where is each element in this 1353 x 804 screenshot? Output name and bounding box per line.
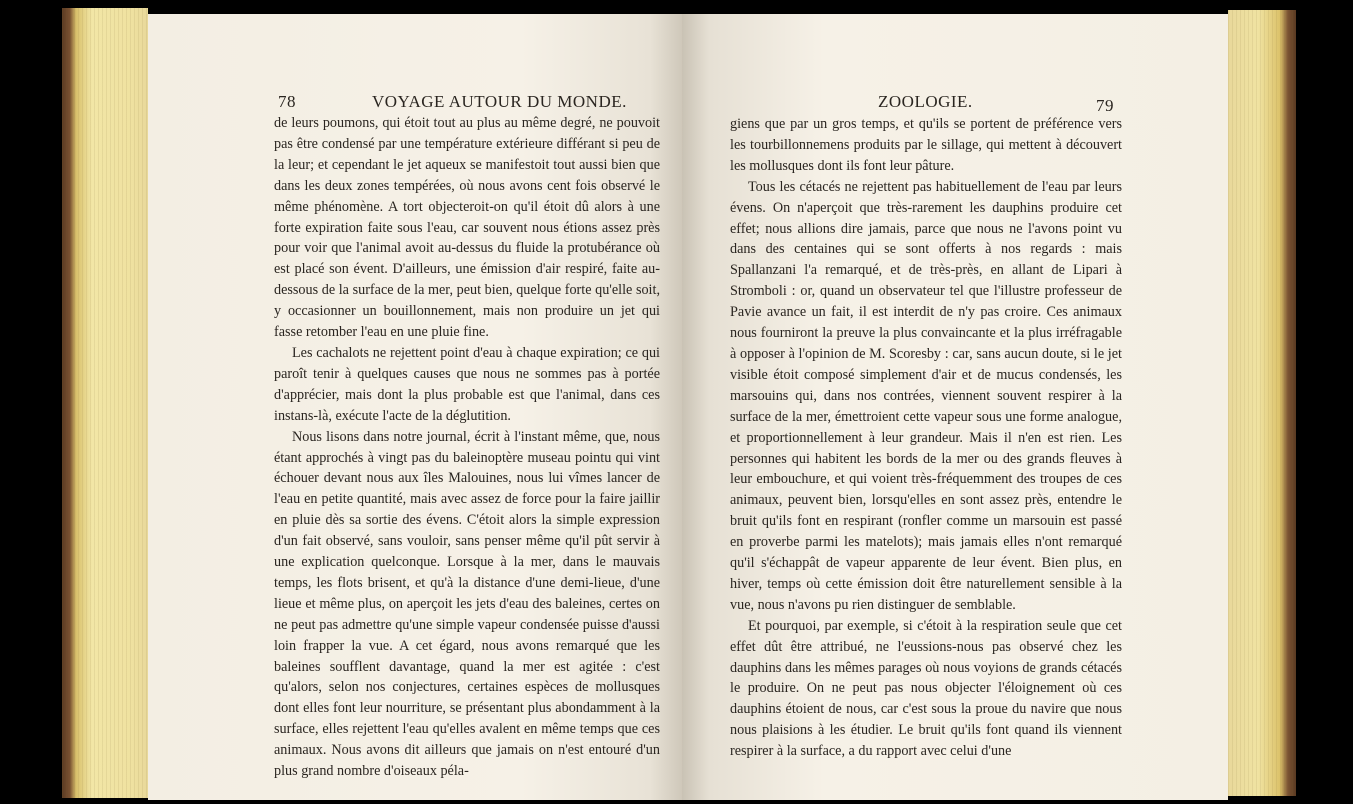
right-running-head [872,92,1112,116]
paragraph: Nous lisons dans notre journal, écrit à l'instant même, que, nous étant approchés à vingt pas du baleinoptère museau pointu qui vint échouer devant nous aux îles Malouines, nous lui vîmes lancer de l'eau en petite quantité, mais avec assez de force pour la faire jaillir en pluie dès sa sortie des évens. C'étoit alors la simple expression d'un fait observé, sans vouloir, sans penser même qu'il pût servir à une explication quelconque. Lorsque à la mer, dans le mauvais temps, les flots brisent, et qu'à la distance d'une demi-lieue, d'une lieue et même plus, on aperçoit les jets d'eau des baleines, certes on ne peut pas admettre qu'une simple vapeur condensée puisse d'aussi loin frapper la vue. A cet égard, nous avons remarqué que les baleines soufflent davantage, quand la mer est agitée : c'est qu'alors, selon nos conjectures, certaines espèces de mollusques dont elles font leur nourriture, se présentant plus abondamment à la surface, elles rejettent l'eau qu'elles avalent en même temps que ces animaux. Nous avons dit ailleurs que jamais on n'est entouré d'un plus grand nombre d'oiseaux péla- [274,428,660,780]
book-edge-right [1228,10,1296,796]
paragraph: Et pourquoi, par exemple, si c'étoit à la respiration seule que cet effet dût être attribué, ne l'eussions-nous pas observé chez les dauphins dans les mêmes parages où nous voyions de grands cétacés le produire. On ne peut pas nous objecter l'éloignement où ces dauphins étoient de nous, car c'est sous la proue du navire que nous nous plaisions à les étudier. Le bruit qu'ils font quand ils viennent respirer à la surface, a du rapport avec celui d'une [730,617,1122,760]
paragraph: giens que par un gros temps, et qu'ils se portent de préférence vers les tourbillonnemens produits par le sillage, qui mettent à découvert les mollusques dont ils font leur pâture. [730,116,1122,174]
paragraph: Les cachalots ne rejettent point d'eau à chaque expiration; ce qui paroît tenir à quelques causes que nous ne sommes pas à portée d'apprécier, mais dont la plus probable est que l'animal, dans ces instans-là, exécute l'acte de la déglutition. [274,344,660,424]
left-header-title: VOYAGE AUTOUR DU MONDE. [372,92,627,111]
paragraph: de leurs poumons, qui étoit tout au plus au même degré, ne pouvoit pas être condensé par une température extérieure différant si peu de la leur; et cependant le jet aqueux se manifestoit tout aussi bien que dans les deux zones tempérées, où nous avons cent fois observé le même phénomène. A tort objecteroit-on qu'il étoit dû alors à une forte expiration faite sous l'eau, car souvent nous étions assez près pour voir que l'animal avoit au-dessus du fluide la protubérance où est placé son évent. D'ailleurs, une émission d'air respiré, faite au-dessous de la surface de la mer, peut bien, quelque forte qu'elle soit, y occasionner un bouillonnement, mais non produire un jet qui fasse retomber l'eau en une pluie fine. [274,115,660,341]
right-page-body [730,114,1122,762]
left-page-number: 78 [278,92,296,111]
paragraph: Tous les cétacés ne rejettent pas habituellement de l'eau par leurs évens. On n'aperçoit que très-rarement les dauphins produire cet effet; nous allions dire jamais, parce que nous ne l'avons point vu dans des centaines qui se sont offerts à nos regards : mais Spallanzani l'a remarqué, et de très-près, en allant de Lipari à Stromboli : or, quand un observateur tel que l'illustre professeur de Pavie avance un fait, il est interdit de n'y pas croire. Ces animaux nous fourniront la preuve la plus convaincante et la plus irréfragable à opposer à l'opinion de M. Scoresby : car, sans aucun doute, si le jet visible étoit composé simplement d'air et de mucus condensés, les marsouins qui, dans nos contrées, viennent souvent respirer à la surface de la mer, émettroient cette vapeur sous une forme analogue, et proportionnellement à leur grandeur. Mais il n'en est rien. Les personnes qui habitent les bords de la mer ou des grands fleuves à leur embouchure, et qui voient très-fréquemment des troupes de ces animaux, peuvent bien, lorsqu'elles en sont assez près, entendre le bruit qu'ils font en respirant (ronfler comme un marsouin est passé en proverbe parmi les matelots); mais jamais elles n'ont remarqué qu'il s'échappât de vapeur apparente de leur évent. Bien plus, en hiver, temps où cette émission doit être naturellement sensible à la vue, nous n'avons pu rien distinguer de semblable. [730,178,1122,613]
right-header-title: ZOOLOGIE. [878,92,973,111]
left-page-body [274,113,660,782]
right-page [682,14,1228,800]
left-page [148,14,682,800]
right-page-number: 79 [1096,96,1114,115]
book-edge-left [62,8,148,798]
